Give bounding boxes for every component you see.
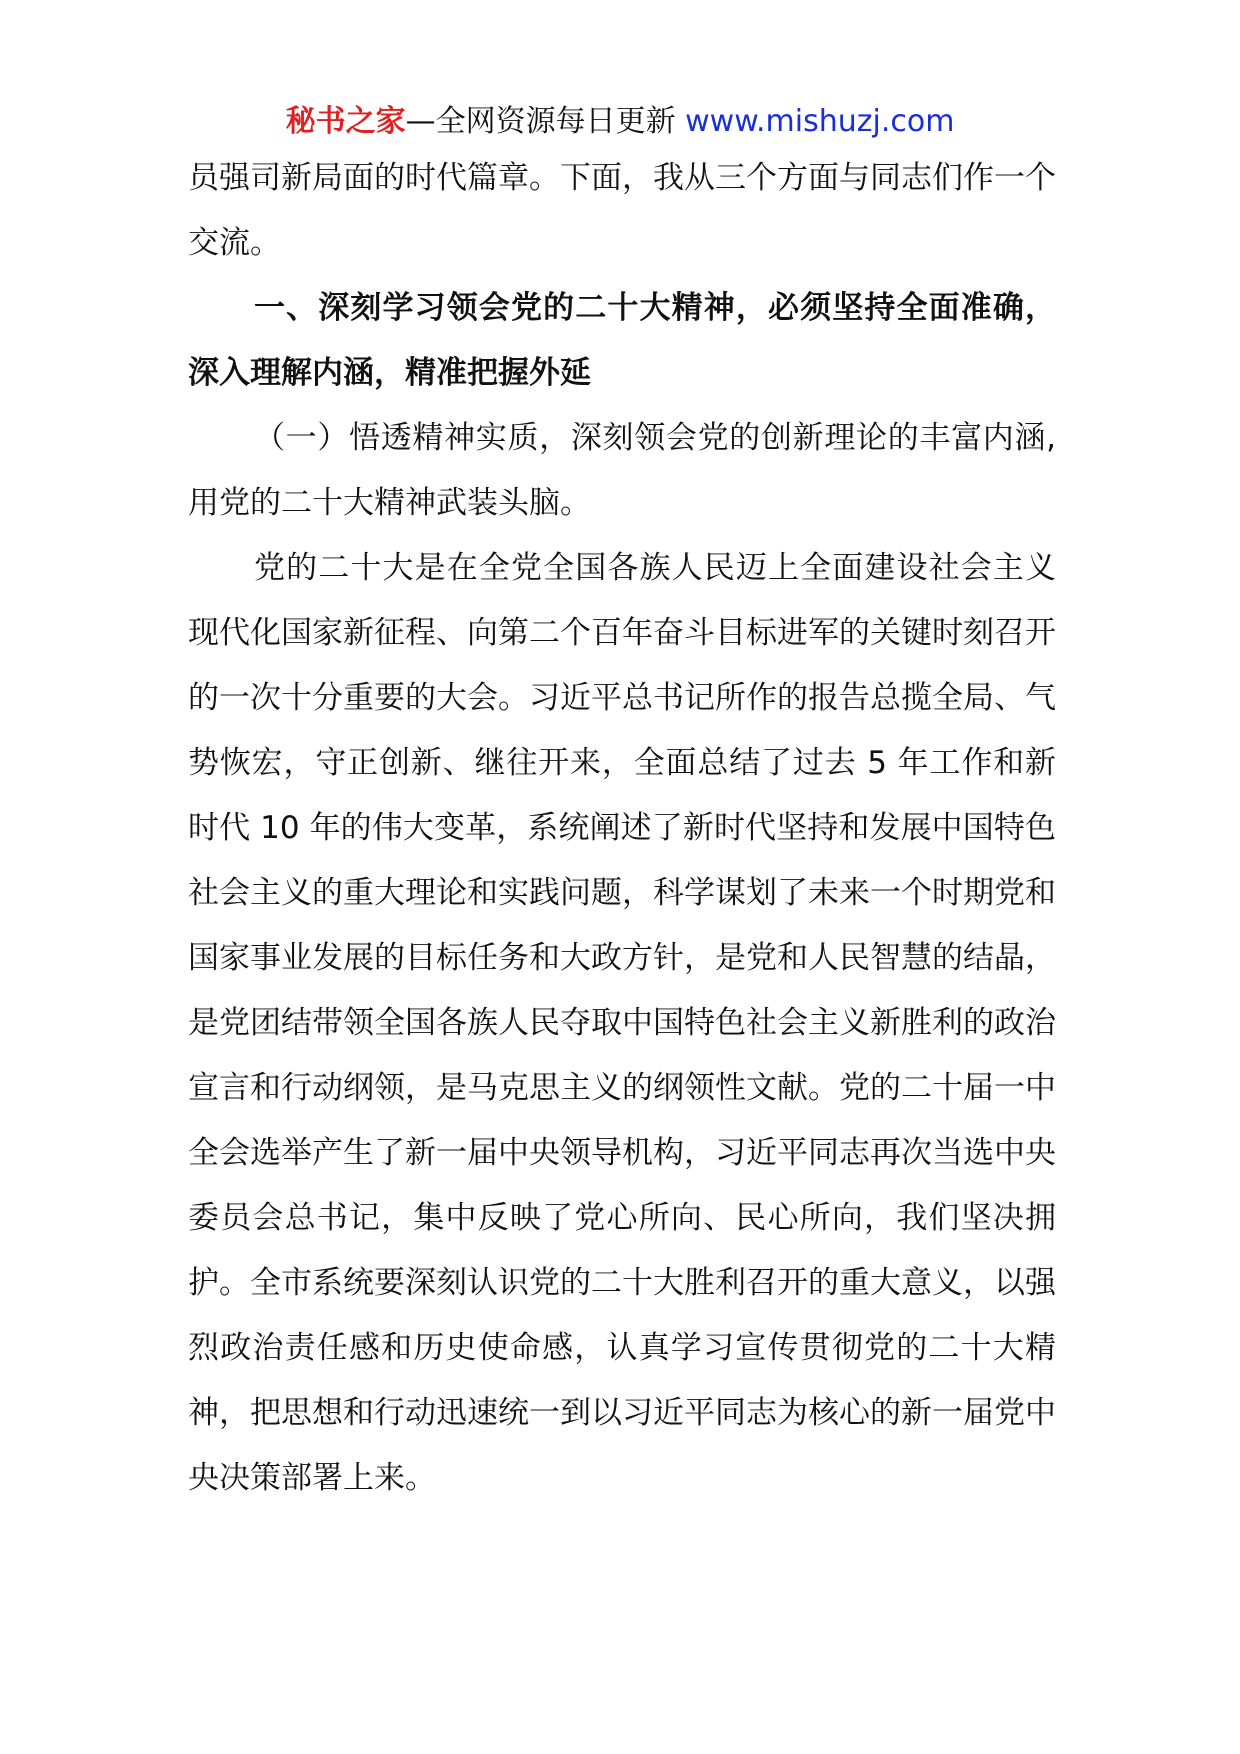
body-paragraph: 党的二十大是在全党全国各族人民迈上全面建设社会主义现代化国家新征程、向第二个百年奋斗目标进军的关键时刻召开的一次十分重要的大会。习近平总书记所作的报告总揽全局、气势恢宏，守正创新、继往开来，全面总结了过去 5 年工作和新时代 10 年的伟大变革，系统阐述了新时代坚持和发展中国特色社会主义的重大理论和实践问题，科学谋划了未来一个时期党和国家事业发展的目标任务和大政方针，是党和人民智慧的结晶，是党团结带领全国各族人民夺取中国特色社会主义新胜利的政治宣言和行动纲领，是马克思主义的纲领性文献。党的二十届一中全会选举产生了新一届中央领导机构，习近平同志再次当选中央委员会总书记，集中反映了党心所向、民心所向，我们坚决拥护。全市系统要深刻认识党的二十大胜利召开的重大意义，以强烈政治责任感和历史使命感，认真学习宣传贯彻党的二十大精神，把思想和行动迅速统一到以习近平同志为核心的新一届党中央决策部署上来。 xyxy=(188,550,1056,1496)
continuation-paragraph: 员强司新局面的时代篇章。下面，我从三个方面与同志们作一个交流。 xyxy=(188,160,1056,261)
subsection-heading: （一）悟透精神实质，深刻领会党的创新理论的丰富内涵,用党的二十大精神武装头脑。 xyxy=(188,420,1056,521)
section-heading: 一、深刻学习领会党的二十大精神，必须坚持全面准确，深入理解内涵，精准把握外延 xyxy=(188,290,1056,391)
document-body xyxy=(188,146,1056,1511)
site-watermark-header xyxy=(0,100,1240,144)
brand-name: 秘书之家 xyxy=(285,104,406,139)
brand-url[interactable]: www.mishuzj.com xyxy=(685,104,955,139)
brand-tagline: —全网资源每日更新 xyxy=(405,104,686,139)
